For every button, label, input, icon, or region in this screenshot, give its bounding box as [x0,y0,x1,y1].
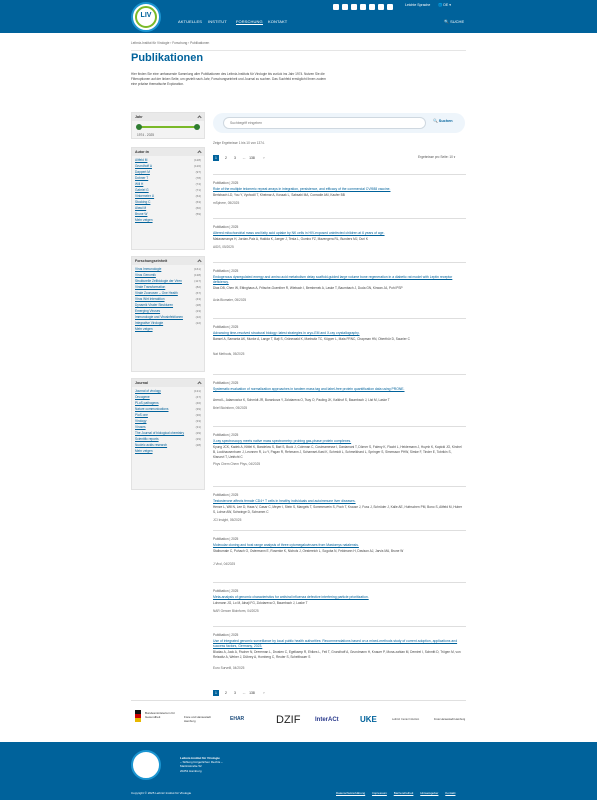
divider [213,262,466,263]
footer-logo[interactable] [131,750,161,780]
divider [213,486,466,487]
filter-journal-label: The Journal of biological chemistry [135,431,185,435]
publication-journal: JCI Insight, 05/2025 [213,518,242,522]
filter-unit-label: Virale Zoonosen – One Health [135,291,178,295]
partner-name: Freie Hansestadt Hamburg [434,718,466,721]
per-page-select[interactable]: Ergebnisse pro Seite: 10 ▾ [418,155,456,159]
footer-links [330,791,455,795]
page-last[interactable]: 138 [249,156,255,160]
filter-unit-label: Virus Wirt Interaktion [135,297,165,301]
partner-name: Bundesministerium für Gesundheit [145,711,175,719]
filter-author-count: (71) [195,188,201,192]
page-3[interactable]: 3 [234,156,236,160]
filter-author-more[interactable]: Mehr zeigen [135,218,153,222]
partner-logo-bmg[interactable] [131,708,179,736]
nav-institut[interactable]: INSTITUT [208,19,227,24]
filter-unit-label: Strukturelle Zellbiologie der Viren [135,279,182,283]
publication-journal: J Virol, 04/2025 [213,562,236,566]
page-next[interactable]: › [263,156,265,160]
filter-journal-label: Viruses [135,425,146,429]
per-page-value: Ergebnisse pro Seite: 10 [418,155,453,159]
publication-authors: Kyung JCK, Kadek A, Kittlel K, Bandelow S, Bari S, Buck J, Coleman C, Cosimamesse I, Daniamani T, Dörner S, Faleny K, Flacht L, Heidemann J, Huynh K, Kapicki JO, Kirchel B, Lockhausenbuen J, Leonnen R, Lu Y, Pagan R, Rehmann J, Schamset-Kast K, Schmidt L, Schmelkhard L, Springer S, Simmsson PHW, Simke F, Tinder E, Tobrikin S, Kisruevl T, Uetricht C [213,445,462,459]
year-slider-track [137,126,199,128]
youtube-icon[interactable] [360,4,366,10]
publication-type: Publikation | 2025 [213,537,239,541]
filter-author-label: Dappert M [135,170,150,174]
bluesky-icon[interactable] [333,4,339,10]
publication-journal: mSphere, 05/2025 [213,201,240,205]
year-slider[interactable] [137,124,199,130]
partner-name: InterACt [315,717,339,723]
publication-authors: Bludau A, Jack A, Fischer N, Drereman L, Drosten C, Egelkamp R, Ehlkes L, Feil T, Grundhoff A, Grundmann H, Knauer P, Mona-zahian M, Demirel I, Schmitt D, Trögen M, von Reiswitz A, Weber J, Dübrey A, Homberg C, Reuter S, Scheithauer S [213,650,461,659]
partner-logo-hamburg-2[interactable] [434,708,466,736]
publication-item [213,262,466,318]
partner-logo-leibniz-center[interactable] [392,708,430,736]
flag-icon [135,710,141,722]
filter-author-count: (74) [195,182,201,186]
filter-unit-count: (161) [193,267,201,271]
filter-journal-count: (131) [193,389,201,393]
facebook-icon[interactable] [387,4,393,10]
filter-journal-count: (39) [195,407,201,411]
filter-journal-count: (31) [195,425,201,429]
filter-journal-header[interactable] [132,379,204,387]
filter-author-label: Altfeld M [135,158,148,162]
filter-year [131,112,205,139]
partner-name: Leibniz Center Infection [392,718,420,721]
publication-type: Publikation | 2025 [213,381,239,385]
language-select[interactable]: 🌐 DE ▾ [438,3,451,7]
footer-link-imprint[interactable]: Impressum [372,791,387,795]
publication-title[interactable]: Role of the multiple telomeric repeat arrays in integration, persistence, and efficacy of the commercial CVI988 vaccine. [213,187,391,191]
filter-journal-label: Oncogene [135,395,150,399]
mastodon-icon[interactable] [378,4,384,10]
year-range: 1974 - 2025 [137,133,155,137]
divider [213,218,466,219]
publication-authors: Bertzbach LD, You Y, Vychodil T, Kheimar A, Kossak L, Sabsabi MA, Conradie AM, Kaufer BB [213,193,345,197]
filter-journal-label: PloS one [135,413,148,417]
partner-name: UKE [360,715,377,724]
filter-author-label: Stocking C [135,200,151,204]
filter-unit-count: (82) [195,285,201,289]
publication-type: Publikation | 2025 [213,325,239,329]
filter-journal-count: (29) [195,437,201,441]
publication-item [213,174,466,218]
filter-unit-count: (23) [195,309,201,313]
publication-journal: Acta Biomater, 05/2025 [213,298,247,302]
publication-title[interactable]: Systematic evaluation of normalization approaches in tandem mass tag and label-free protein quantification data using PRONE. [213,387,405,391]
publication-authors: Dias DB, Chen W, Ettinghaus A, Fritsche-Guenther R, Wiebach I, Bembenek A, Laske T, Baumbach J, Duda GN, Kirwan JA, Pohl PSP [213,286,403,290]
footer-link-accessibility[interactable]: Barrierefreiheit [393,791,414,795]
partner-logo-uke[interactable] [358,708,388,736]
publication-type: Publikation | 2025 [213,493,239,497]
page-2[interactable]: 2 [225,156,227,160]
filter-journal-label: PLoS pathogens [135,401,159,405]
filter-author-label: Grundhoff A [135,164,152,168]
publication-journal: Brief Bioinform, 05/2025 [213,406,248,410]
search-icon: 🔍 [444,19,449,24]
filter-unit-count: (138) [193,273,201,277]
filter-author-count: (128) [193,158,201,162]
filter-journal-count: (33) [195,419,201,423]
page-next[interactable]: › [263,691,265,695]
filter-unit-count: (22) [195,315,201,319]
partner-logo-hamburg[interactable] [184,708,222,736]
filter-journal-count: (29) [195,431,201,435]
divider [213,530,466,531]
filter-author [131,147,205,250]
footer-copyright: Copyright © 2025 Leibniz Institut für Virologie [131,791,192,795]
page-ellipsis: ... [242,156,246,160]
publication-item [213,530,466,582]
filter-unit-more[interactable]: Mehr zeigen [135,327,153,331]
filter-journal-more[interactable]: Mehr zeigen [135,449,153,453]
publication-title[interactable]: Molecular cloning and host range analysis of three cytomegaloviruses from Mastomys natalensis. [213,543,359,547]
publication-title[interactable]: Advancing time-resolved structural biology: latest strategies in cryo-EM and X-ray crystallography. [213,331,360,335]
publication-type: Publikation | 2025 [213,225,239,229]
filter-author-label: Alawi M [135,206,147,210]
publication-journal: NAR Genom Bioinform, 04/2025 [213,609,259,613]
filter-journal [131,378,205,490]
publication-item [213,626,466,682]
divider [131,50,466,51]
filter-author-title: Autor:in [135,150,149,154]
publication-type: Publikation | 2025 [213,269,239,273]
filter-author-label: Will H [135,182,144,186]
footer-address-line: – Stiftung bürgerlichen Rechts – [180,760,223,765]
divider [213,426,466,427]
filter-unit-label: Virus Genomik [135,273,156,277]
search-link-label: SUCHE [450,19,465,24]
publication-title[interactable]: Use of integrated genomic surveillance by local public health authorities: Recommendations based on a mixed-methods study of current adoption, applications and success factors, Germany, 2023. [213,639,458,648]
publication-type: Publikation | 2025 [213,633,239,637]
page-last[interactable]: 138 [249,691,255,695]
partner-logo-ehar[interactable] [228,708,264,736]
filter-unit-title: Forschungseinheit [135,259,168,263]
filter-journal-label: Nature communications [135,407,169,411]
footer-link-privacy[interactable]: Datenschutzerklärung [336,791,366,795]
filter-unit-label: Virus Immunologie [135,267,162,271]
year-slider-max-handle[interactable] [194,124,200,130]
filter-journal-count: (28) [195,443,201,447]
language-value: DE [443,3,449,7]
filter-unit-label: Immunologie und Virusinfektionen [135,315,183,319]
partner-logo-interact[interactable] [313,708,353,736]
filter-unit-label: Virale Transformation [135,285,166,289]
filter-unit-count: (67) [195,291,201,295]
filter-unit-count: (22) [195,321,201,325]
page-ellipsis: ... [242,691,246,695]
breadcrumb-home[interactable]: Leibniz-Institut für Virologie [131,41,170,45]
filter-journal-count: (46) [195,401,201,405]
top-bar [0,0,597,33]
search-icon: 🔍 [433,119,438,123]
filter-author-label: Vinkemeier U [135,194,155,198]
filter-journal-label: Journal of virology [135,389,161,393]
publication-type: Publikation | 2025 [213,589,239,593]
publication-journal: Phys Chem Chem Phys, 04/2025 [213,462,261,466]
publication-item [213,374,466,426]
divider [213,626,466,627]
filter-unit-count: (117) [194,279,201,283]
filter-journal-count: (36) [195,413,201,417]
publication-title[interactable]: Endogenous dysregulated energy and amino acid metabolism delay scaffold-guided large volume bone regeneration in a diabetic rat model with Leptin receptor deficiency. [213,275,453,284]
filter-unit-label: Integrative Virologie [135,321,164,325]
page-3[interactable]: 3 [234,691,236,695]
publication-authors: Matavarnanya H, Jordan-Paiz A, Haidda K, Jaeger J, Testa L, Gumbo FZ, Mazengera RL, Bunders MJ, Duri K [213,237,368,241]
filter-unit-count: (28) [195,303,201,307]
divider [213,374,466,375]
publication-item [213,486,466,530]
page-2[interactable]: 2 [225,691,227,695]
publication-search [213,113,465,133]
filter-journal-label: Virology [135,419,147,423]
publication-authors: Bansel A, Samanta AK, Munke A, Lange T, Bajt S, Grünewald K, Markwitz TC, Küpper L, Maia FRNC, Chapman HN, Oberthür D, Saunier C [213,337,410,341]
publication-title[interactable]: Testosterone affects female CD4+ T cells in healthy individuals and autoimmune liver diseases. [213,499,356,503]
filter-unit [131,256,205,372]
filter-journal-title: Journal [135,381,148,385]
filter-unit-item[interactable] [132,320,204,326]
divider [213,174,466,175]
footer-link-contact[interactable]: Kontakt [445,791,456,795]
search-input[interactable] [223,117,426,129]
publication-item [213,218,466,262]
publication-journal: Euro Surveill, 04/2025 [213,666,245,670]
publication-journal: Nat Methods, 05/2025 [213,352,245,356]
breadcrumb-current: Publikationen [190,41,210,45]
filter-journal-label: Scientific reports [135,437,159,441]
search-button[interactable] [433,118,453,123]
publication-type: Publikation | 2025 [213,181,239,185]
publication-authors: Arend L, Adamowicz K, Schmidt JR, Burankova Y, Zolotareva O, Tsoy O, Pauling JK, Kalkhof S, Baumbach J, List M, Laske T [213,398,390,402]
filter-author-header[interactable] [132,148,204,156]
page-title: Publikationen [131,52,204,64]
filter-journal-label: Nucleic acids research [135,443,168,447]
partner-logo-dzif[interactable] [274,708,308,736]
search-link[interactable] [444,19,464,24]
filter-unit-header[interactable] [132,257,204,265]
divider [213,582,466,583]
publication-item [213,426,466,486]
publication-title[interactable]: Meta-analysis of genomic characteristics for antiviral influenza defective interfering particle prioritization. [213,595,369,599]
filter-unit-label: Dynamik Viraler Strukturen [135,303,174,307]
filter-year-header[interactable] [132,113,204,121]
publication-item [213,318,466,374]
publication-title[interactable]: X-ray spectroscopy meets native mass spectrometry: probing gas-phase protein complexes. [213,439,352,443]
page-1[interactable]: 1 [213,690,219,696]
filter-author-label: Gabriel G [135,188,149,192]
page-1[interactable]: 1 [213,155,219,161]
search-button-label: Suchen [438,119,453,123]
filter-year-title: Jahr [135,115,143,119]
result-count: Zeige Ergebnisse 1 bis 10 von 1374. [213,141,265,145]
nav-aktuelles[interactable]: AKTUELLES [178,19,203,24]
filter-author-count: (126) [193,164,201,168]
publication-type: Publikation | 2025 [213,433,239,437]
filter-author-count: (97) [195,170,201,174]
linkedin-icon[interactable] [342,4,348,10]
filter-journal-item[interactable] [132,442,204,448]
intro-text: Hier finden Sie eine umfassende Sammlung aller Publikationen des Leibniz-Instituts für Virologie bis zurück ins Jahr 1974. Nutzen Sie die Filteroptionen auf der linken Seite, um gezielt nach Jahr, Forschungseinheit und Journal zu suchen. Das Suchfeld ermöglicht Ihnen zudem eine präzise thematische Exploration. [131,72,326,86]
filter-unit-count: (43) [195,297,201,301]
footer-address-line: Martinistraße 52 [180,764,202,769]
footer-address [180,756,223,773]
filter-author-item[interactable] [132,211,204,217]
filter-unit-label: Emerging Viruses [135,309,161,313]
publication-title[interactable]: Altered mitochondrial mass and fatty acid uptake by NK cells in HIV-exposed uninfected children at 6 years of age. [213,231,385,235]
divider [131,700,466,701]
filter-author-count: (64) [195,194,201,198]
partner-name: DZIF [276,714,301,726]
liv-logo[interactable]: LIV [131,2,161,32]
x-icon[interactable] [351,4,357,10]
instagram-icon[interactable] [369,4,375,10]
partner-name: Freie und Hansestadt Hamburg [184,715,211,723]
footer-address-line: Leibniz-Institut für Virologie [180,756,220,760]
footer [0,742,597,800]
breadcrumb: Leibniz-Institut für Virologie › Forschung › Publikationen [131,41,210,45]
publication-item [213,582,466,626]
easy-language-link[interactable]: Leichte Sprache [405,3,431,7]
footer-link-whistleblower[interactable]: Hinweisgeber [420,791,439,795]
footer-address-line: 20251 Hamburg [180,768,202,773]
main-nav [0,13,597,33]
filter-author-count: (59) [195,212,201,216]
year-slider-min-handle[interactable] [136,124,142,130]
breadcrumb-forschung[interactable]: Forschung [172,41,188,45]
filter-author-count: (63) [195,200,201,204]
publication-authors: Henze L, Will N, Lee D, Haas V, Casar C, Meyer I, Stein S, Mangels T, Sommerwein S, Poch T, Krause J, Fuss J, Schröder J, Kalle AE, Hufnschen PM, Bono S, Altfeld M, Huber S, Lohse AW, Schwinge D, Schramm C [213,505,463,514]
partner-name: EHAR [230,716,245,722]
publication-authors: Lohmann JG, Lo M, Alnaji FG, Zolotareva O, Baumbach J, Laske T [213,601,308,605]
filter-author-count: (60) [195,206,201,210]
nav-kontakt[interactable]: KONTAKT [268,19,288,24]
filter-author-count: (78) [195,176,201,180]
divider [213,318,466,319]
filter-author-label: Dobner T [135,176,149,180]
publication-journal: AIDS, 05/2025 [213,245,234,249]
publication-authors: Stalbumale C, Puhach O, Ostermann E, Rosenke K, Nichols J, Oestereich L, Sogoba N, Feldmann H, Davison AJ, Jarvis MA, Brune W [213,549,404,553]
filter-journal-count: (47) [195,395,201,399]
nav-forschung[interactable]: FORSCHUNG [236,19,263,24]
filter-author-label: Brune W [135,212,148,216]
